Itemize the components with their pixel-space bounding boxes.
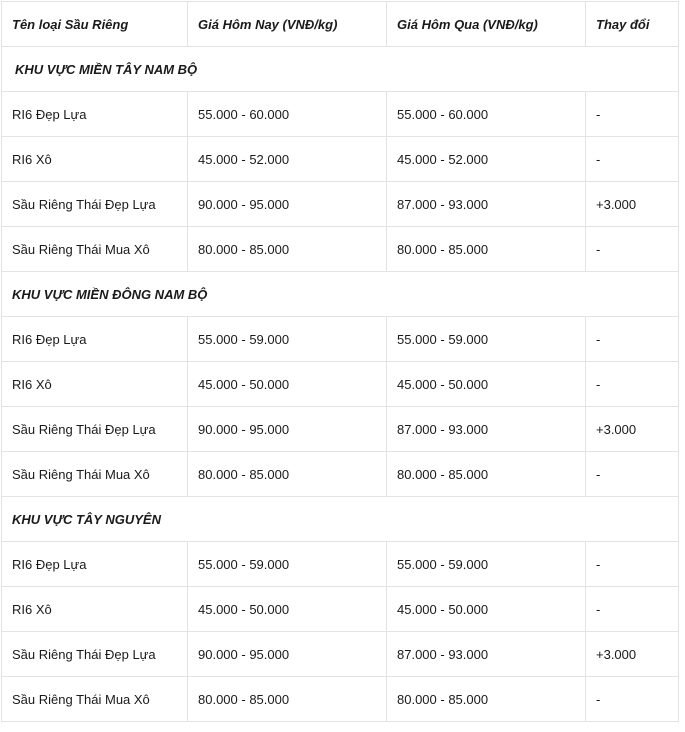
price-yesterday-cell: 45.000 - 50.000 (387, 587, 586, 632)
change-cell: - (586, 587, 679, 632)
table-row (2, 452, 679, 497)
section-row (2, 497, 679, 542)
table-row (2, 677, 679, 722)
price-today-cell: 45.000 - 50.000 (188, 587, 387, 632)
header-change: Thay đổi (586, 2, 679, 47)
table-row (2, 92, 679, 137)
table-row (2, 542, 679, 587)
change-cell: - (586, 137, 679, 182)
price-yesterday-cell: 87.000 - 93.000 (387, 407, 586, 452)
price-yesterday-cell: 45.000 - 50.000 (387, 362, 586, 407)
change-cell: - (586, 227, 679, 272)
table-row (2, 227, 679, 272)
price-today-cell: 90.000 - 95.000 (188, 407, 387, 452)
change-cell: +3.000 (586, 182, 679, 227)
section-row (2, 47, 679, 92)
variety-cell: Sầu Riêng Thái Mua Xô (2, 677, 188, 722)
table-row (2, 632, 679, 677)
header-price-yesterday: Giá Hôm Qua (VNĐ/kg) (387, 2, 586, 47)
price-today-cell: 45.000 - 50.000 (188, 362, 387, 407)
table-row (2, 317, 679, 362)
change-cell: - (586, 452, 679, 497)
section-title: KHU VỰC MIỀN ĐÔNG NAM BỘ (2, 272, 679, 317)
change-cell: - (586, 92, 679, 137)
change-cell: +3.000 (586, 632, 679, 677)
price-today-cell: 90.000 - 95.000 (188, 182, 387, 227)
change-cell: - (586, 362, 679, 407)
variety-cell: RI6 Đẹp Lựa (2, 542, 188, 587)
variety-cell: RI6 Xô (2, 362, 188, 407)
table-row (2, 182, 679, 227)
variety-cell: Sầu Riêng Thái Đẹp Lựa (2, 632, 188, 677)
header-variety: Tên loại Sầu Riêng (2, 2, 188, 47)
table-body (2, 47, 679, 722)
variety-cell: Sầu Riêng Thái Mua Xô (2, 452, 188, 497)
price-today-cell: 90.000 - 95.000 (188, 632, 387, 677)
price-today-cell: 55.000 - 59.000 (188, 542, 387, 587)
change-cell: - (586, 542, 679, 587)
price-today-cell: 55.000 - 59.000 (188, 317, 387, 362)
variety-cell: Sầu Riêng Thái Đẹp Lựa (2, 182, 188, 227)
price-yesterday-cell: 55.000 - 60.000 (387, 92, 586, 137)
change-cell: - (586, 317, 679, 362)
section-row (2, 272, 679, 317)
header-price-today: Giá Hôm Nay (VNĐ/kg) (188, 2, 387, 47)
change-cell: +3.000 (586, 407, 679, 452)
section-title: KHU VỰC TÂY NGUYÊN (2, 497, 679, 542)
price-yesterday-cell: 80.000 - 85.000 (387, 677, 586, 722)
variety-cell: RI6 Xô (2, 137, 188, 182)
durian-price-table (1, 1, 679, 722)
table-row (2, 137, 679, 182)
price-today-cell: 45.000 - 52.000 (188, 137, 387, 182)
price-yesterday-cell: 45.000 - 52.000 (387, 137, 586, 182)
section-title: KHU VỰC MIỀN TÂY NAM BỘ (2, 47, 679, 92)
table-row (2, 587, 679, 632)
price-yesterday-cell: 80.000 - 85.000 (387, 227, 586, 272)
price-yesterday-cell: 80.000 - 85.000 (387, 452, 586, 497)
price-today-cell: 80.000 - 85.000 (188, 227, 387, 272)
price-today-cell: 55.000 - 60.000 (188, 92, 387, 137)
price-today-cell: 80.000 - 85.000 (188, 677, 387, 722)
price-yesterday-cell: 55.000 - 59.000 (387, 542, 586, 587)
price-yesterday-cell: 87.000 - 93.000 (387, 182, 586, 227)
variety-cell: Sầu Riêng Thái Đẹp Lựa (2, 407, 188, 452)
header-row (2, 2, 679, 47)
variety-cell: RI6 Đẹp Lựa (2, 317, 188, 362)
table-row (2, 362, 679, 407)
price-yesterday-cell: 87.000 - 93.000 (387, 632, 586, 677)
variety-cell: RI6 Đẹp Lựa (2, 92, 188, 137)
variety-cell: Sầu Riêng Thái Mua Xô (2, 227, 188, 272)
price-today-cell: 80.000 - 85.000 (188, 452, 387, 497)
price-yesterday-cell: 55.000 - 59.000 (387, 317, 586, 362)
variety-cell: RI6 Xô (2, 587, 188, 632)
table-row (2, 407, 679, 452)
change-cell: - (586, 677, 679, 722)
